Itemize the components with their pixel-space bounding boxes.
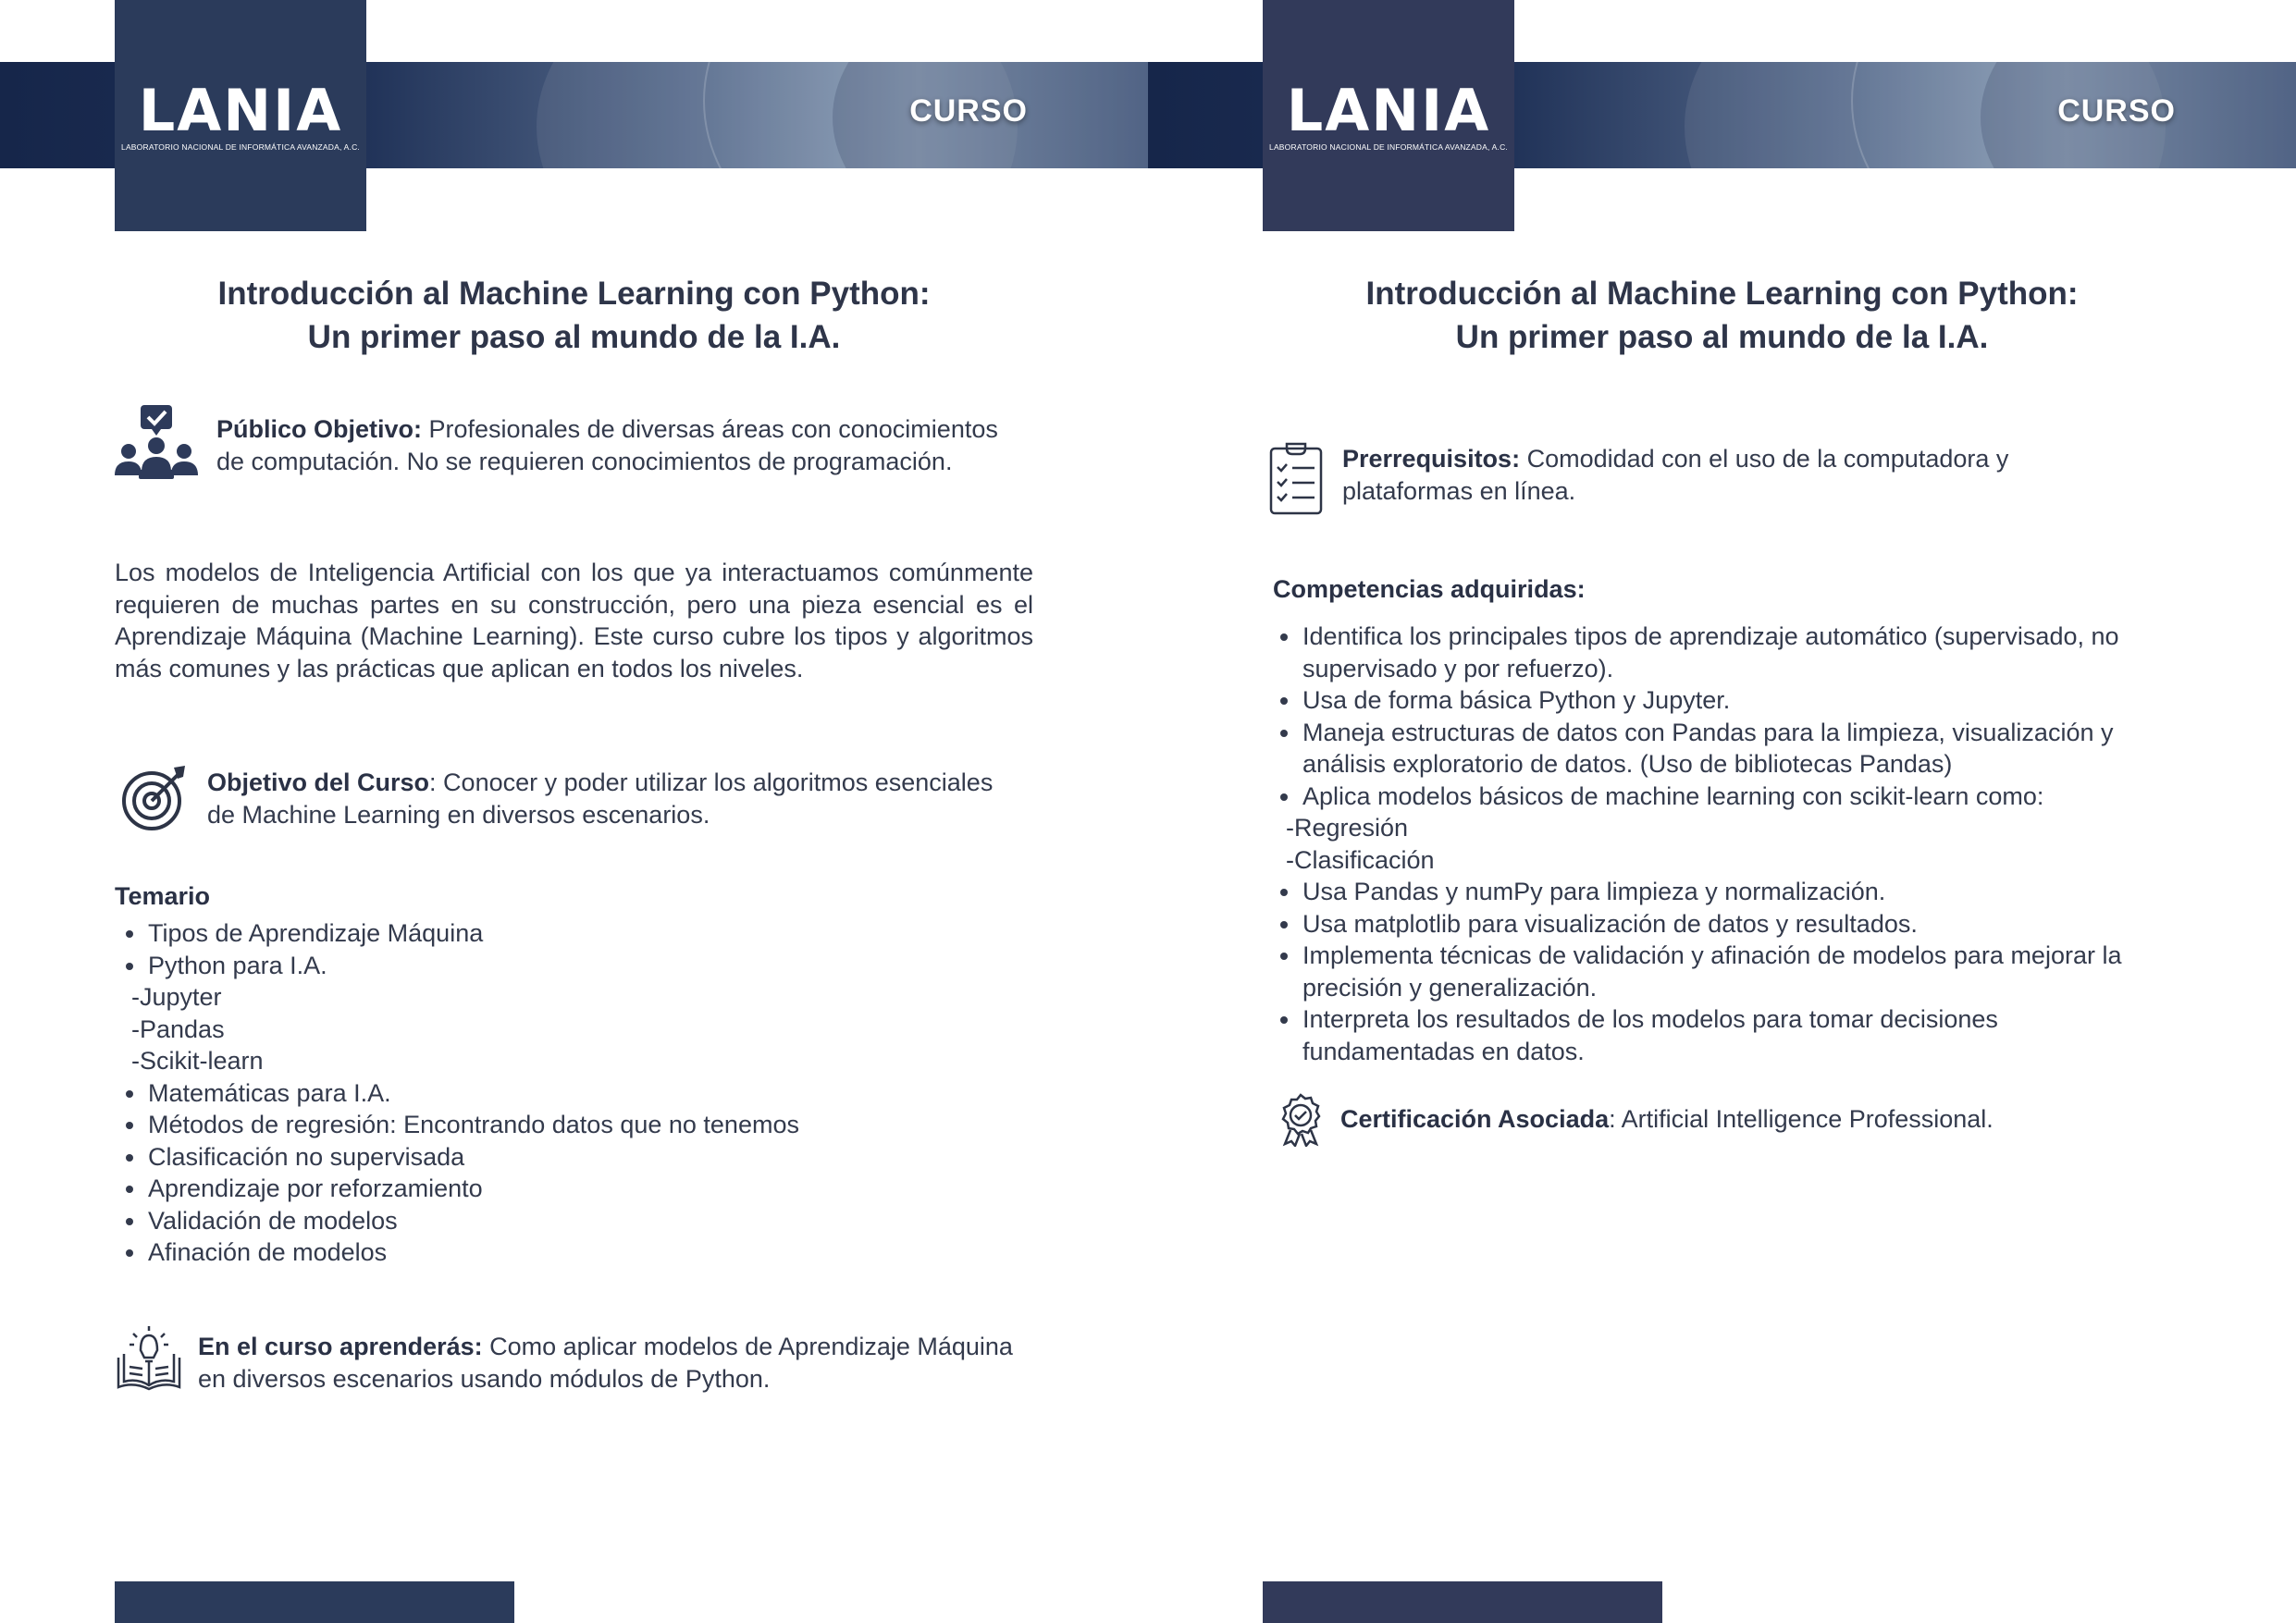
list-item: Usa matplotlib para visualización de datos y resultados.: [1269, 908, 2194, 941]
award-badge-icon: [1278, 1093, 1324, 1147]
footer-bar: [1263, 1581, 1662, 1623]
aprenderas: [198, 1331, 1040, 1395]
list-item: -Clasificación: [1286, 845, 1435, 874]
banner-label: CURSO: [2057, 93, 2176, 129]
logo-text: LANIA: [138, 77, 343, 144]
list-item: Métodos de regresión: Encontrando datos que no tenemos: [115, 1109, 1033, 1141]
logo: [115, 0, 366, 231]
publico-objetivo: [216, 413, 1049, 477]
publico-text2: de computación. No se requieren conocimientos de programación.: [216, 447, 953, 475]
publico-text1: Profesionales de diversas áreas con conocimientos: [422, 415, 998, 443]
course-title-line2: Un primer paso al mundo de la I.A.: [307, 319, 841, 355]
logo: [1263, 0, 1514, 231]
list-item: Interpreta los resultados de los modelos para tomar decisiones: [1269, 1003, 2194, 1036]
publico-label: Público Objetivo:: [216, 415, 423, 443]
logo-text: LANIA: [1286, 77, 1491, 144]
list-item: -Pandas: [131, 1014, 225, 1043]
list-item: supervisado y por refuerzo).: [1302, 654, 1614, 682]
objetivo-text2: de Machine Learning en diversos escenarios.: [207, 800, 710, 829]
prerrequisitos-text2: plataformas en línea.: [1342, 476, 1576, 505]
list-item: -Regresión: [1286, 814, 1409, 842]
list-item: Validación de modelos: [115, 1205, 1033, 1237]
certificacion-text: : Artificial Intelligence Professional.: [1609, 1105, 1994, 1133]
list-item: Aplica modelos básicos de machine learning con scikit-learn como:: [1269, 781, 2194, 813]
prerrequisitos-label: Prerrequisitos:: [1342, 445, 1521, 473]
list-item: análisis exploratorio de datos. (Uso de bibliotecas Pandas): [1302, 750, 1953, 778]
aprenderas-label: En el curso aprenderás:: [198, 1333, 483, 1360]
temario-list: [115, 917, 1033, 1269]
objetivo-text1: : Conocer y poder utilizar los algoritmos esenciales: [429, 768, 994, 796]
list-item: -Jupyter: [131, 983, 222, 1011]
list-item: Python para I.A.: [115, 950, 1033, 982]
list-item: Aprendizaje por reforzamiento: [115, 1173, 1033, 1205]
course-title: [115, 272, 1033, 359]
target-icon: [120, 764, 191, 830]
list-item: precisión y generalización.: [1302, 973, 1598, 1002]
course-title-line1: Introducción al Machine Learning con Python:: [217, 276, 931, 312]
list-item: Usa Pandas y numPy para limpieza y normalización.: [1269, 876, 2194, 908]
objetivo-label: Objetivo del Curso: [207, 768, 430, 796]
book-bulb-icon: [115, 1324, 183, 1393]
prerrequisitos: [1342, 443, 2175, 507]
aprenderas-text1: Como aplicar modelos de Aprendizaje Máquina: [482, 1333, 1013, 1360]
certificacion-label: Certificación Asociada: [1340, 1105, 1610, 1133]
list-item: fundamentadas en datos.: [1302, 1037, 1585, 1065]
list-item: Tipos de Aprendizaje Máquina: [115, 917, 1033, 950]
course-title-line2: Un primer paso al mundo de la I.A.: [1455, 319, 1989, 355]
logo-subtitle: LABORATORIO NACIONAL DE INFORMÁTICA AVANZADA, A.C.: [1269, 142, 1508, 152]
objetivo-curso: [207, 767, 1040, 830]
list-item: Maneja estructuras de datos con Pandas para la limpieza, visualización y: [1269, 717, 2194, 749]
list-item: Clasificación no supervisada: [115, 1141, 1033, 1174]
course-title-line1: Introducción al Machine Learning con Python:: [1365, 276, 2079, 312]
temario-heading: Temario: [115, 882, 211, 910]
logo-subtitle: LABORATORIO NACIONAL DE INFORMÁTICA AVANZADA, A.C.: [121, 142, 360, 152]
competencias-heading: Competencias adquiridas:: [1273, 575, 1586, 603]
list-item: Implementa técnicas de validación y afinación de modelos para mejorar la: [1269, 940, 2194, 972]
clipboard-checklist-icon: [1268, 441, 1324, 515]
page-right: [1148, 0, 2296, 1623]
banner-label: CURSO: [909, 93, 1028, 129]
aprenderas-text2: en diversos escenarios usando módulos de Python.: [198, 1364, 771, 1393]
audience-icon: [115, 405, 198, 483]
prerrequisitos-text1: Comodidad con el uso de la computadora y: [1520, 445, 2009, 473]
course-title: [1263, 272, 2181, 359]
competencias-list: [1269, 621, 2194, 1067]
certificacion: [1340, 1103, 2173, 1136]
list-item: Usa de forma básica Python y Jupyter.: [1269, 684, 2194, 717]
footer-bar: [115, 1581, 514, 1623]
list-item: Matemáticas para I.A.: [115, 1077, 1033, 1110]
list-item: Afinación de modelos: [115, 1236, 1033, 1269]
list-item: Identifica los principales tipos de aprendizaje automático (supervisado, no: [1269, 621, 2194, 653]
list-item: -Scikit-learn: [131, 1047, 264, 1075]
intro-paragraph: Los modelos de Inteligencia Artificial con los que ya interactuamos comúnmente requieren de muchas partes en su construcción, pero una pieza esencial es el Aprendizaje Máquina (Machine Learning). Este curso cubre los tipos y algoritmos más comunes y las prácticas que aplican en todos los niveles.: [115, 559, 1033, 682]
